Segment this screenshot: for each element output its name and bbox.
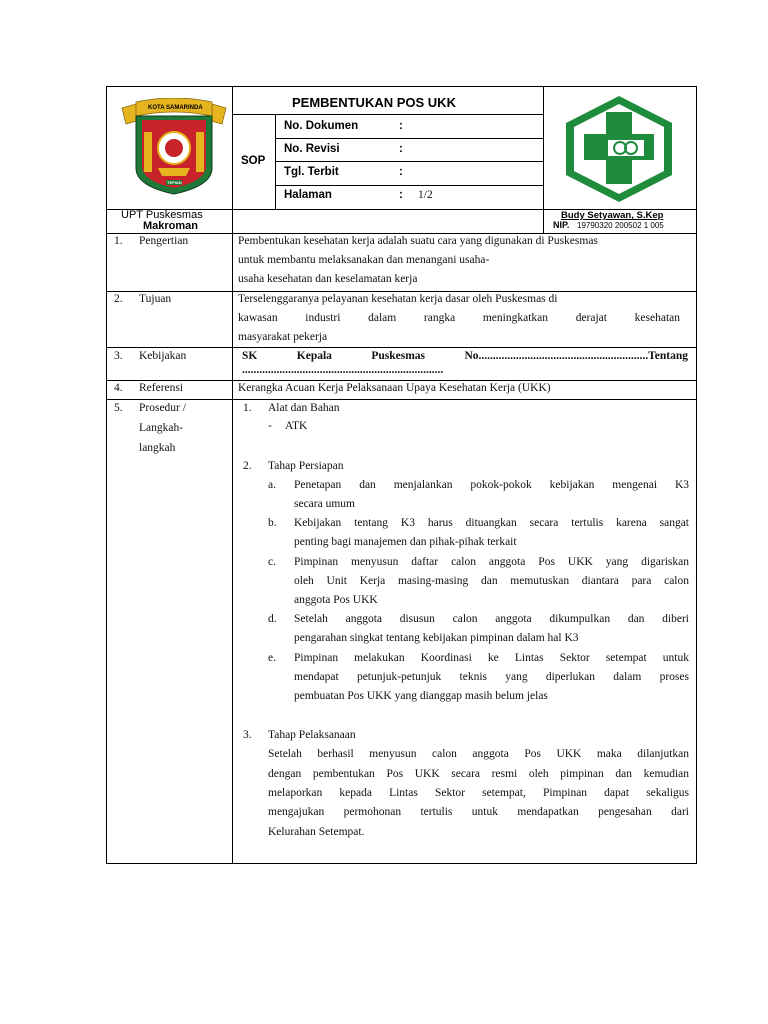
pelaksanaan-line: Setelah berhasil menyusun calon anggota Pos UKK maka dilanjutkan [268, 748, 689, 760]
kebijakan-line: ...................................................................... [242, 364, 444, 376]
step-number: 1. [243, 402, 252, 414]
document-title: PEMBENTUKAN POS UKK [292, 95, 456, 110]
item-line: Pimpinan melakukan Koordinasi ke Lintas Sektor setempat untuk [294, 652, 689, 664]
item-line: anggota Pos UKK [294, 594, 378, 606]
sop-label: SOP [241, 155, 266, 167]
pelaksanaan-line: melaporkan kepada Lintas Sektor setempat, Pimpinan dapat sekaligus [268, 787, 689, 799]
tujuan-line: Terselenggaranya pelayanan kesehatan kerja dasar oleh Puskesmas di [238, 293, 558, 305]
row-number: 4. [114, 382, 123, 394]
list-item: ATK [285, 420, 308, 432]
org-name-line2: Makroman [143, 220, 199, 232]
field-value: 1/2 [418, 189, 433, 201]
step-title: Tahap Persiapan [268, 460, 344, 472]
pengertian-line: usaha kesehatan dan keselamatan kerja [238, 273, 418, 285]
signer-name: Budy Setyawan, S.Kep [561, 210, 664, 221]
pengertian-line: untuk membantu melaksanakan dan menangani usaha- [238, 254, 490, 266]
kebijakan-line: SK Kepala Puskesmas No...........................................................Tentang [242, 350, 688, 362]
row-number: 2. [114, 293, 123, 305]
pelaksanaan-line: mengajukan permohonan tertulis untuk mendapatkan pengesahan dari [268, 806, 689, 818]
item-letter: c. [268, 556, 276, 568]
border-top [106, 86, 697, 87]
step-number: 3. [243, 729, 252, 741]
field-label: No. Revisi [284, 143, 340, 155]
field-label: Halaman [284, 189, 332, 201]
row-line-4 [106, 399, 697, 400]
emblem-motto-text: TEPIAN [167, 180, 182, 185]
field-colon: : [399, 189, 403, 201]
item-line: secara umum [294, 498, 355, 510]
pelaksanaan-line: dengan pembentukan Pos UKK secara resmi oleh pimpinan dan kemudian [268, 768, 689, 780]
step-number: 2. [243, 460, 252, 472]
row-label: Referensi [139, 382, 184, 394]
city-emblem-logo [118, 98, 230, 198]
item-line: mendapat petunjuk-petunjuk teknis yang diperlukan dalam proses [294, 671, 689, 683]
field-colon: : [399, 166, 403, 178]
org-name-line1: UPT Puskesmas [121, 209, 203, 221]
step-title: Alat dan Bahan [268, 402, 340, 414]
nip-value: 19790320 200502 1 005 [577, 221, 664, 230]
item-letter: e. [268, 652, 276, 664]
row-line-3 [106, 380, 697, 381]
field-line-1 [275, 138, 543, 139]
header-bottom-line [106, 233, 697, 234]
row-number: 3. [114, 350, 123, 362]
item-letter: b. [268, 517, 277, 529]
row-number: 1. [114, 235, 123, 247]
item-line: Pimpinan menyusun daftar calon anggota Pos UKK yang digariskan [294, 556, 689, 568]
emblem-banner-text: KOTA SAMARINDA [148, 105, 203, 111]
step-title: Tahap Pelaksanaan [268, 729, 356, 741]
pengertian-line: Pembentukan kesehatan kerja adalah suatu cara yang digunakan di Puskesmas [238, 235, 598, 247]
referensi-text: Kerangka Acuan Kerja Pelaksanaan Upaya Kesehatan Kerja (UKK) [238, 382, 551, 394]
col-divider-left [232, 86, 233, 864]
row-label: Prosedur / [139, 402, 186, 414]
row-label: Langkah- [139, 422, 184, 434]
item-line: Penetapan dan menjalankan pokok-pokok kebijakan mengenai K3 [294, 479, 689, 491]
field-colon: : [399, 143, 403, 155]
field-label: No. Dokumen [284, 120, 359, 132]
item-line: pengarahan singkat tentang kebijakan pimpinan dalam hal K3 [294, 632, 579, 644]
tujuan-line: kawasan industri dalam rangka meningkatkan derajat kesehatan [238, 312, 680, 324]
title-underline [232, 114, 543, 115]
field-line-3 [275, 185, 543, 186]
item-letter: d. [268, 613, 277, 625]
row-label: Pengertian [139, 235, 189, 247]
border-bottom [106, 863, 697, 864]
tujuan-line: masyarakat pekerja [238, 331, 328, 343]
pelaksanaan-line: Kelurahan Setempat. [268, 826, 365, 838]
border-left [106, 86, 107, 864]
item-line: Setelah anggota disusun calon anggota dikumpulkan dan diberi [294, 613, 689, 625]
item-letter: a. [268, 479, 276, 491]
row-label: Kebijakan [139, 350, 187, 362]
border-right [696, 86, 697, 864]
item-line: oleh Unit Kerja masing-masing dan memutuskan diantara para calon [294, 575, 689, 587]
field-label: Tgl. Terbit [284, 166, 339, 178]
field-colon: : [399, 120, 403, 132]
row-line-2 [106, 347, 697, 348]
item-line: pembuatan Pos UKK yang dianggap masih belum jelas [294, 690, 548, 702]
row-number: 5. [114, 402, 123, 414]
item-line: Kebijakan tentang K3 harus dituangkan secara tertulis karena sangat [294, 517, 689, 529]
field-line-2 [275, 161, 543, 162]
row-line-1 [106, 291, 697, 292]
col-divider-right [543, 86, 544, 233]
nip-label: NIP. [553, 220, 570, 230]
item-line: penting bagi manajemen dan pihak-pihak terkait [294, 536, 517, 548]
row-label: langkah [139, 442, 176, 454]
puskesmas-logo [562, 94, 676, 204]
list-dash: - [268, 420, 272, 432]
row-label: Tujuan [139, 293, 172, 305]
